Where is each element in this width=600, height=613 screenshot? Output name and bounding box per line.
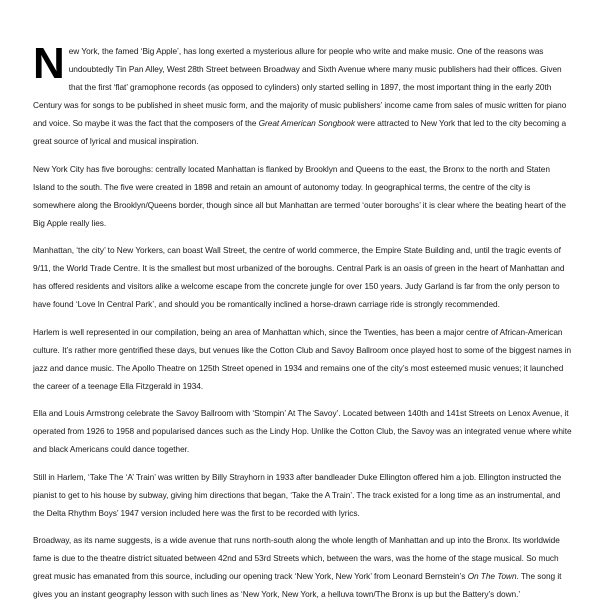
paragraph-broadway [33, 531, 573, 603]
paragraph-harlem [33, 323, 573, 395]
paragraph-text: were attracted to New York that led to the city becoming a great source of lyrical and musical inspiration. [33, 118, 567, 146]
paragraph-a-train [33, 468, 573, 522]
document-page [33, 39, 573, 613]
paragraph-text: Still in Harlem, ‘Take The ‘A’ Train’ was written by Billy Strayhorn in 1933 after bandleader Duke Ellington offered him a job. Ellington instructed the pianist to get to his house by subway, giving him directions that began, ‘Take the A Train’. The track existed for a long time as an instrumental, and the Delta Rhythm Boys’ 1947 version included here was the first to be recorded with lyrics. [33, 471, 562, 518]
book-title: Great American Songbook [258, 118, 355, 128]
paragraph-text: Ella and Louis Armstrong celebrate the Savoy Ballroom with ‘Stompin’ At The Savoy’. Located between 140th and 141st Streets on Lenox Avenue, it operated from 1926 to 1958 and popularised dances such as the Lindy Hop. Unlike the Cotton Club, the Savoy was an integrated venue where white and black Americans could dance together. [33, 408, 572, 454]
paragraph-boroughs [33, 160, 573, 232]
paragraph-text: . The song it gives you an instant geography lesson with such lines as ‘New York, New York, a helluva town/The Bronx is up but the Battery’s down.’ [33, 571, 562, 599]
paragraph-text: Manhattan, ‘the city’ to New Yorkers, can boast Wall Street, the centre of world commerce, the Empire State Building and, until the tragic events of 9/11, the World Trade Centre. It is the smallest but most urbanized of the boroughs. Central Park is an oasis of green in the heart of Manhattan and has offered residents and visitors alike a welcome escape from the concrete jungle for over 150 years. Judy Garland is far from the only person to have found ‘Love In Central Park’, and should you be romantically inclined a horse-drawn carriage ride is strongly recommended. [33, 245, 565, 309]
paragraph-text: Broadway, as its name suggests, is a wide avenue that runs north-south along the whole length of Manhattan and up into the Bronx. Its worldwide fame is due to the theatre district situated between 42nd and 53rd Streets which, between the wars, was the home of the stage musical. So much great music has emanated from this source, including our opening track ‘New York, New York’ from Leonard Bernstein’s [33, 535, 560, 581]
paragraph-savoy [33, 404, 573, 458]
paragraph-manhattan [33, 241, 573, 313]
paragraph-text: Harlem is well represented in our compilation, being an area of Manhattan which, since the Twenties, has been a major centre of African-American culture. It’s rather more gentrified these days, but venues like the Cotton Club and Savoy Ballroom once played host to some of the biggest names in jazz and dance music. The Apollo Theatre on 125th Street opened in 1934 and remains one of the city’s most esteemed music venues; it launched the career of a teenage Ella Fitzgerald in 1934. [33, 326, 572, 391]
show-title: On The Town [467, 571, 517, 581]
drop-cap-letter: N [33, 39, 65, 88]
paragraph-text: ew York, the famed ‘Big Apple’, has long exerted a mysterious allure for people who write and make music. One of the reasons was undoubtedly Tin Pan Alley, West 28th Street between Broadway and Sixth Avenue where many music publishers had their offices. Given that the first ‘flat’ gramophone records (as opposed to cylinders) only started selling in 1897, the most important thing in the early 20th Century was for songs to be published in sheet music form, and the majority of music publishers’ income came from sales of music written for piano and voice. So maybe it was the fact that the composers of the [33, 46, 567, 128]
paragraph-tin-pan-alley [33, 39, 573, 150]
paragraph-text: New York City has five boroughs: centrally located Manhattan is flanked by Brooklyn and Queens to the east, the Bronx to the north and Staten Island to the south. The five were created in 1898 and retain an amount of autonomy today. In geographical terms, the centre of the city is somewhere along the Brooklyn/Queens border, though since all but Manhattan are termed ‘outer boroughs’ it is clear where the beating heart of the Big Apple really lies. [33, 163, 566, 228]
